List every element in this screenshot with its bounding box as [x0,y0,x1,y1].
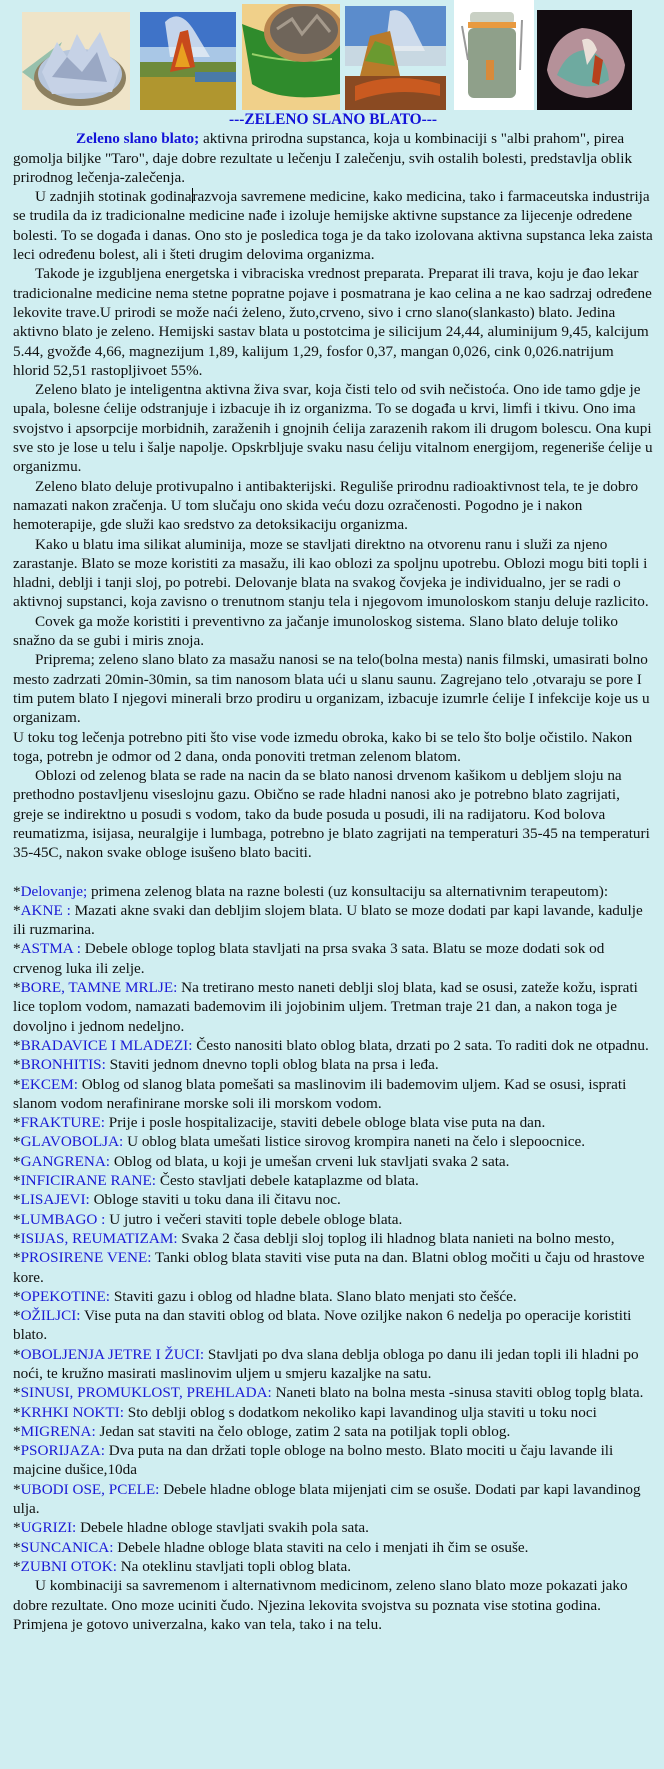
ailment-text: Oblog od slanog blata pomešati sa maslinovim ili bademovim uljem. Kad se osusi, isprati slanom vodom nerafinirane morske soli ili morskom vodom. [13,1075,627,1112]
ailment-text: Debele hladne obloge blata mijenjati cim se osuše. Dodati par kapi lavandinog ulja. [13,1480,641,1518]
paragraph-conclusion: U kombinaciji sa savremenom i alternativnom medicinom, zeleno slano blato moze pokazati jako dobre rezultate. Ono moze uciniti čudo. Njezina lekovita svojstva su poznata vise stotina godina. Primjena je gotovo univerzalna, kako van tela, tako i na telu. [13,1577,628,1633]
paragraph-preventive: Covek ga može koristiti i preventivno za jačanje imunoloskog sistema. Slano blato deluje toliko snažno da se gubi i miris znoja. [13,612,618,650]
bullet-star: * [13,1191,21,1209]
ailment-text: Staviti jednom dnevno topli oblog blata na prsa i leđa. [105,1056,439,1074]
ailment-item [13,1210,653,1229]
ailment-text: U jutro i večeri staviti tople debele obloge blata. [105,1210,403,1228]
ailment-name: UGRIZI: [20,1519,77,1537]
bullet-star: * [13,1384,21,1402]
ailment-item [13,1055,653,1074]
ailment-name: ASTMA : [20,940,81,958]
ailment-name: GANGRENA: [20,1152,111,1170]
ailment-name: INFICIRANE RANE: [20,1172,157,1190]
delovanje-heading [13,882,653,901]
ailment-text: Često nanositi blato oblog blata, drzati po 2 sata. To raditi dok ne otpadnu. [192,1036,649,1054]
bullet-star: * [13,1557,21,1575]
ailment-text: Dva puta na dan držati tople obloge na bolno mesto. Blato mociti u čaju lavande ili majcine dušice,10da [13,1442,614,1479]
ailment-item [13,1287,653,1306]
paragraph-composition: Takode je izgubljena energetska i vibraciska vrednost preparata. Preparat ili trava, koju je đao lekar tradicionalne medicine nema stetne popratne pojave i posmatrana je kao celina a ne kao sadrzaj određene lekovite trave.U prirodi se može naći żeleno, žuto,crveno, sivo i crno slano(slankasto) blato. Jedina aktivno blato je zeleno. Hemijski sastav blata u postotcima je silicijum 24,44, aluminijum 9,45, kalcijum 5.44, gvožđe 4,66, magnezijum 1,89, kalijum 1,29, fosfor 0,37, mangan 0,026, cink 0,026.natrijum hlorid 52,51 rastopljivoet 55%. [13,265,652,379]
ailment-text: Tanki oblog blata staviti vise puta na dan. Blatni oblog močiti u čaju od hrastove kore. [13,1249,645,1286]
bullet-star: * [13,882,21,900]
ailment-name: OBOLJENJA JETRE I ŽUCI: [20,1345,205,1363]
ailment-text: Na oteklinu stavljati topli oblog blata. [116,1557,352,1575]
bullet-star: * [13,1210,21,1228]
paragraph-treatment: U toku tog lečenja potrebno piti što vise vode izmedu obroka, kako bi se telo što bolje očistilo. Nakon toga, potrebn je odmor od 2 dana, onda ponoviti tretman zelenom blatom. [13,728,633,765]
bullet-star: * [13,1307,21,1325]
ailment-item [13,1075,653,1114]
bullet-star: * [13,1287,21,1305]
ailment-name: SUNCANICA: [20,1538,114,1556]
ailment-text: Staviti gazu i oblog od hladne blata. Slano blato menjati sto češće. [110,1287,517,1305]
paragraph-compresses: Oblozi od zelenog blata se rade na nacin da se blato nanosi drvenom kašikom u debljem sloju na prethodno postavljenu viseslojnu gazu. Obično se rade hladni nanosi ako je potrebno blato zagrijati, greje se indirektno u posudi s vodom, tako da bude posuda u posudi, ili na radijatoru. Kod bolova reumatizma, isijasa, neuralgije i lumbaga, potrebno je blato zagrijati na temperaturi 35-45 na temperaturi 35-45C, nakon svake obloge isušeno blato baciti. [13,767,650,862]
ailment-name: ISIJAS, REUMATIZAM: [20,1229,178,1247]
ailment-name: SINUSI, PROMUKLOST, PREHLADA: [20,1384,272,1402]
ailment-name: GLAVOBOLJA: [20,1133,124,1151]
ailment-name: ZUBNI OTOK: [20,1557,117,1575]
paragraph-history-part1: U zadnjih stotinak godina [35,188,192,206]
ailment-name: PSORIJAZA: [20,1442,105,1460]
ailment-name: KRHKI NOKTI: [20,1403,124,1421]
intro-paragraph [13,129,653,187]
page-title: ---ZELENO SLANO BLATO--- [228,111,438,128]
ailment-name: LUMBAGO : [20,1210,106,1228]
ailment-item [13,1132,653,1151]
mud-bowl-leaf-image [242,4,340,110]
bullet-star: * [13,1036,21,1054]
ailment-name: AKNE : [20,901,71,919]
clay-jar-image [454,0,534,110]
bullet-star: * [13,940,21,958]
bullet-star: * [13,1442,21,1460]
bullet-star: * [13,1403,21,1421]
ailment-item [13,1248,653,1287]
ailment-text: U oblog blata umešati listice sirovog krompira naneti na čelo i slepoocnice. [123,1133,586,1151]
ailment-name: OPEKOTINE: [20,1287,111,1305]
ailment-item [13,1190,653,1209]
bullet-star: * [13,1172,21,1190]
geyser-image-1 [140,12,236,110]
ailment-text: Oblog od blata, u koji je umešan crveni luk stavljati svaka 2 sata. [110,1152,510,1170]
ailment-item [13,1422,653,1441]
ailment-name: PROSIRENE VENE: [20,1249,152,1267]
ailment-item [13,1538,653,1557]
ailment-item [13,939,653,978]
ailment-item [13,1113,653,1132]
paragraph-silicate: Kako u blatu ima silikat aluminija, moze se stavljati direktno na otvorenu ranu i služi za njeno zarastanje. Blato se moze koristiti za masažu, ili kao oblozi za spoljnu upotrebu. Oblozi mogu biti topli i hladni, deblji i tanji sloj, po potrebi. Delovanje blata na svakog čovjeka je individualno, jer se radi o aktivnoj supstanci, koja zavisno o trenutnom stanju tela i njegovom imunoloskom stanju deluje razlicito. [13,535,649,611]
ailment-item [13,1557,653,1576]
bullet-star: * [13,1422,21,1440]
clay-powder-image [537,10,632,110]
ailment-name: BORE, TAMNE MRLJE: [20,979,178,997]
ailment-list [13,901,653,1576]
ailment-item [13,978,653,1036]
ailment-item [13,1229,653,1248]
ailment-item [13,1480,653,1519]
ailment-text: Svaka 2 časa deblji sloj toplog ili hladnog blata nanieti na bolno mesto, [177,1229,615,1247]
ailment-text: Vise puta na dan staviti oblog od blata. Nove oziljke nakon 6 nedelja po operacije koristiti blato. [13,1307,632,1344]
bullet-star: * [13,1229,21,1247]
bullet-star: * [13,1114,21,1132]
ailment-item [13,1345,653,1384]
delovanje-text: primena zelenog blata na razne bolesti (uz konsultaciju sa alternativnim terapeutom): [87,882,609,900]
bullet-star: * [13,1056,21,1074]
ailment-text: Debele obloge toplog blata stavljati na prsa svaka 3 sata. Blatu se moze dodati sok od crvenog luka ili zelje. [13,940,605,977]
paragraph-antibacterial: Zeleno blato deluje protivupalno i antibakterijski. Reguliše prirodnu radioaktivnost tela, te je dobro namazati nakon zračenja. U tom slučaju ono skida veću dozu ozračenosti. Pogodno je i nakon hemoterapije, gde služi kao sredstvo za detoksikaciju organizma. [13,477,639,534]
paragraph-history-part2: razvoja savremene medicine, kako medicina, tako i farmaceutska industrija se trudila da iz tradicionalne medicine nađe i izoluje hemijske aktivne supstance za lijecenje odredene bolesti. To se događa i danas. Ono sto je posledica toga je da tako izolovana aktivna supstanca leka zaista leci određenu bolest, ali i šteti drugim delovima organizma. [13,188,653,264]
bullet-star: * [13,1345,21,1363]
ailment-name: BRONHITIS: [20,1056,106,1074]
ailment-text: Debele hladne obloge stavljati svakih pola sata. [76,1519,369,1537]
geyser-image-2 [345,6,446,110]
bullet-star: * [13,1133,21,1151]
bullet-star: * [13,979,21,997]
paragraph-history [13,187,653,264]
bullet-star: * [13,1075,21,1093]
ailment-text: Obloge staviti u toku dana ili čitavu noc. [89,1191,341,1209]
ailment-name: UBODI OSE, PCELE: [20,1480,160,1498]
ailment-item [13,1441,653,1480]
ailment-text: Jedan sat staviti na čelo obloge, zatim 2 sata na potiljak topli oblog. [95,1422,511,1440]
ailment-text: Na tretirano mesto naneti deblji sloj blata, kad se osusi, zateže kožu, isprati lice toplom vodom, namazati bademovim ili jojobinim uljem. Tretman traje 21 dan, a nakon toga je dovoljno i jednom nedeljno. [13,979,638,1035]
image-strip [0,0,664,112]
clay-bowl-image [22,12,130,110]
ailment-name: EKCEM: [20,1075,78,1093]
ailment-text: Prije i posle hospitalizacije, staviti debele obloge blata vise puta na dan. [104,1114,546,1132]
bullet-star: * [13,1480,21,1498]
bullet-star: * [13,1519,21,1537]
article [13,110,653,1634]
ailment-text: Debele hladne obloge blata staviti na celo i menjati ih čim se osuše. [113,1538,529,1556]
ailment-text: Naneti blato na bolna mesta -sinusa staviti oblog toplg blata. [271,1384,644,1402]
ailment-text: Sto deblji oblog s dodatkom nekoliko kapi lavandinog ulja staviti u toku noci [123,1403,597,1421]
bullet-star: * [13,1152,21,1170]
ailment-item [13,1403,653,1422]
bullet-star: * [13,901,21,919]
bullet-star: * [13,1249,21,1267]
ailment-name: BRADAVICE I MLADEZI: [20,1036,193,1054]
ailment-name: FRAKTURE: [20,1114,105,1132]
paragraph-preparation: Priprema; zeleno slano blato za masažu nanosi se na telo(bolna mesta) nanis filmski, umasirati bolno mesto zadrzati 20min-30min, sa tim nanosom blata ući u slanu saunu. Zagrejano telo ,otvaraju se pore I tim putem blato I njegovi minerali brzo prodiru u organizam, izbacuje izumrle ćelije I infekcije koje us u organizam. [13,651,650,727]
ailment-item [13,1152,653,1171]
ailment-text: Mazati akne svaki dan debljim slojem blata. U blato se moze dodati par kapi lavande, kadulje ili ruzmarina. [13,901,643,939]
ailment-item [13,901,653,940]
ailment-text: Često stavljati debele kataplazme od blata. [156,1172,419,1190]
paragraph-intelligent: Zeleno blato je inteligentna aktivna živa svar, koja čisti telo od svih nečistoća. Ono ide tamo gdje je upala, bolesne ćelije odstranjuje i izbacuje ih iz organizma. To se događa u krvi, limfi i tkivu. Ono ima svojstvo i apsorpcije morbidnih, zaraženih i gnojnih ćelija zarazenih rakom ili drugom bolescu. Ona kupi sve sto je lose u telu i šalje napolje. Opskrbljuje svaku nasu ćeliju vitalnom energijom, regeneriše ćelije u organizmu. [13,381,653,476]
ailment-item [13,1036,653,1055]
ailment-name: MIGRENA: [20,1422,96,1440]
ailment-item [13,1383,653,1402]
ailment-item [13,1171,653,1190]
intro-text: aktivna prirodna supstanca, koja u kombinaciji s "albi prahom", pirea gomolja biljke "Taro", daje dobre rezultate u lečenju I zalečenju, svih ostalih bolesti, predstavlja oblik prirodnog lečenja-zalečenja. [13,130,633,186]
spacer [13,863,653,882]
ailment-name: OŽILJCI: [20,1307,81,1325]
ailment-item [13,1518,653,1537]
ailment-item [13,1306,653,1345]
delovanje-label: Delovanje; [20,882,88,900]
ailment-name: LISAJEVI: [20,1191,90,1209]
intro-lead: Zeleno slano blato; [76,130,200,148]
bullet-star: * [13,1538,21,1556]
ailment-text: Stavljati po dva slana deblja obloga po danu ili jedan topli ili hladni po noći, te kružno masirati maslinovim uljem u smjeru kazaljke na satu. [13,1345,639,1382]
